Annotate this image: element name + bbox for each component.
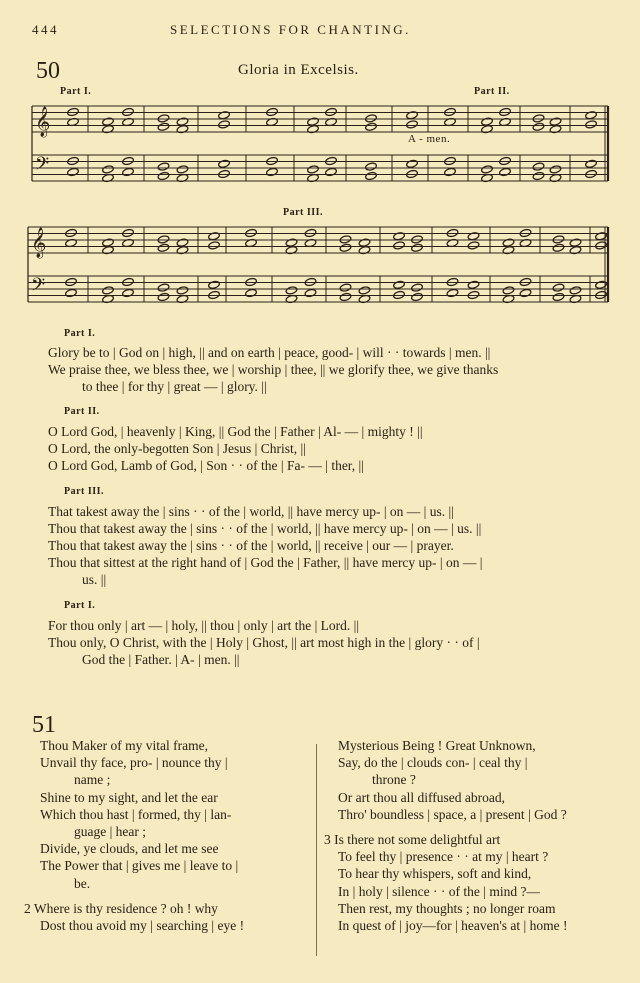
text-line: Thou that sittest at the right hand of | God the | Father, || have mercy up- | on — |	[48, 555, 483, 570]
text-line: O Lord God, | heavenly | King, || God the | Father | Al- — | mighty ! ||	[48, 424, 423, 439]
svg-text:𝄢: 𝄢	[35, 154, 50, 179]
hymn-line: Shine to my sight, and let the ear	[40, 789, 218, 805]
hymn-line: In | holy | silence · · of the | mind ?—	[338, 883, 540, 899]
svg-text:𝄢: 𝄢	[31, 275, 46, 300]
section-label-part1-repeat: Part I.	[64, 600, 96, 611]
text-line: Thou only, O Christ, with the | Holy | Ghost, || art most high in the | glory · · of |	[48, 635, 480, 650]
column-divider	[316, 744, 317, 956]
text-line: us. ||	[82, 572, 107, 587]
hymn-line: 2 Where is thy residence ? oh ! why	[24, 900, 218, 916]
music-label-part2: Part II.	[474, 86, 510, 97]
hymn-line: To feel thy | presence · · at my | heart ?	[338, 849, 549, 865]
hymn-line: Thro' boundless | space, a | present | God ?	[338, 806, 567, 822]
svg-text:𝄞: 𝄞	[31, 228, 47, 258]
text-line: to thee | for thy | great — | glory. ||	[82, 379, 267, 394]
music-score	[0, 0, 640, 320]
hymn-line: Unvail thy face, pro- | nounce thy |	[40, 755, 228, 771]
hymn-number: 51	[32, 712, 56, 738]
page-number: 444	[32, 22, 59, 37]
music-label-part1: Part I.	[60, 86, 92, 97]
section-label-part2: Part II.	[64, 406, 100, 417]
hymn-line: Divide, ye clouds, and let me see	[40, 841, 219, 857]
music-label-part3: Part III.	[283, 207, 324, 218]
hymn-line: Dost thou avoid my | searching | eye !	[40, 918, 245, 933]
chant-title: Gloria in Excelsis.	[238, 62, 359, 78]
section-label-part3: Part III.	[64, 486, 105, 497]
chant-number: 50	[36, 58, 60, 84]
text-line: We praise thee, we bless thee, we | worship | thee, || we glorify thee, we give thanks	[48, 362, 499, 377]
hymn-line: 3 Is there not some delightful art	[324, 832, 501, 847]
running-title: SELECTIONS FOR CHANTING.	[170, 22, 411, 37]
hymn-line: Then rest, my thoughts ; no longer roam	[338, 900, 556, 916]
text-line: Thou that takest away the | sins · · of the | world, || have mercy up- | on — | us. ||	[48, 521, 482, 536]
hymn-line: be.	[74, 875, 91, 891]
hymn-line: name ;	[74, 772, 111, 788]
text-line: Glory be to | God on | high, || and on earth | peace, good- | will · · towards | men. ||	[48, 345, 491, 360]
hymn-line: Say, do the | clouds con- | ceal thy |	[338, 755, 528, 771]
text-line: Thou that takest away the | sins · · of the | world, || receive | our — | prayer.	[48, 538, 454, 553]
hymn-line: Or art thou all diffused abroad,	[338, 789, 505, 805]
hymn-line: In quest of | joy—for | heaven's at | home !	[338, 918, 568, 933]
text-line: O Lord, the only-begotten Son | Jesus | Christ, ||	[48, 441, 306, 456]
hymn-line: Mysterious Being ! Great Unknown,	[338, 738, 536, 753]
hymn-line: throne ?	[372, 772, 416, 788]
svg-text:𝄞: 𝄞	[35, 107, 51, 137]
section-label-part1: Part I.	[64, 328, 96, 339]
text-line: O Lord God, Lamb of God, | Son · · of the | Fa- — | ther, ||	[48, 458, 364, 473]
hymn-line: guage | hear ;	[74, 824, 147, 839]
hymn-line: To hear thy whispers, soft and kind,	[338, 866, 532, 882]
text-line: God the | Father. | A- | men. ||	[82, 652, 240, 667]
hymn-line: Thou Maker of my vital frame,	[40, 738, 208, 753]
hymn-line: The Power that | gives me | leave to |	[40, 858, 239, 874]
text-line: That takest away the | sins · · of the | world, || have mercy up- | on — | us. ||	[48, 504, 454, 519]
music-label-amen: A - men.	[408, 133, 451, 145]
hymn-line: Which thou hast | formed, thy | lan-	[40, 806, 232, 822]
text-line: For thou only | art — | holy, || thou | only | art the | Lord. ||	[48, 618, 360, 633]
